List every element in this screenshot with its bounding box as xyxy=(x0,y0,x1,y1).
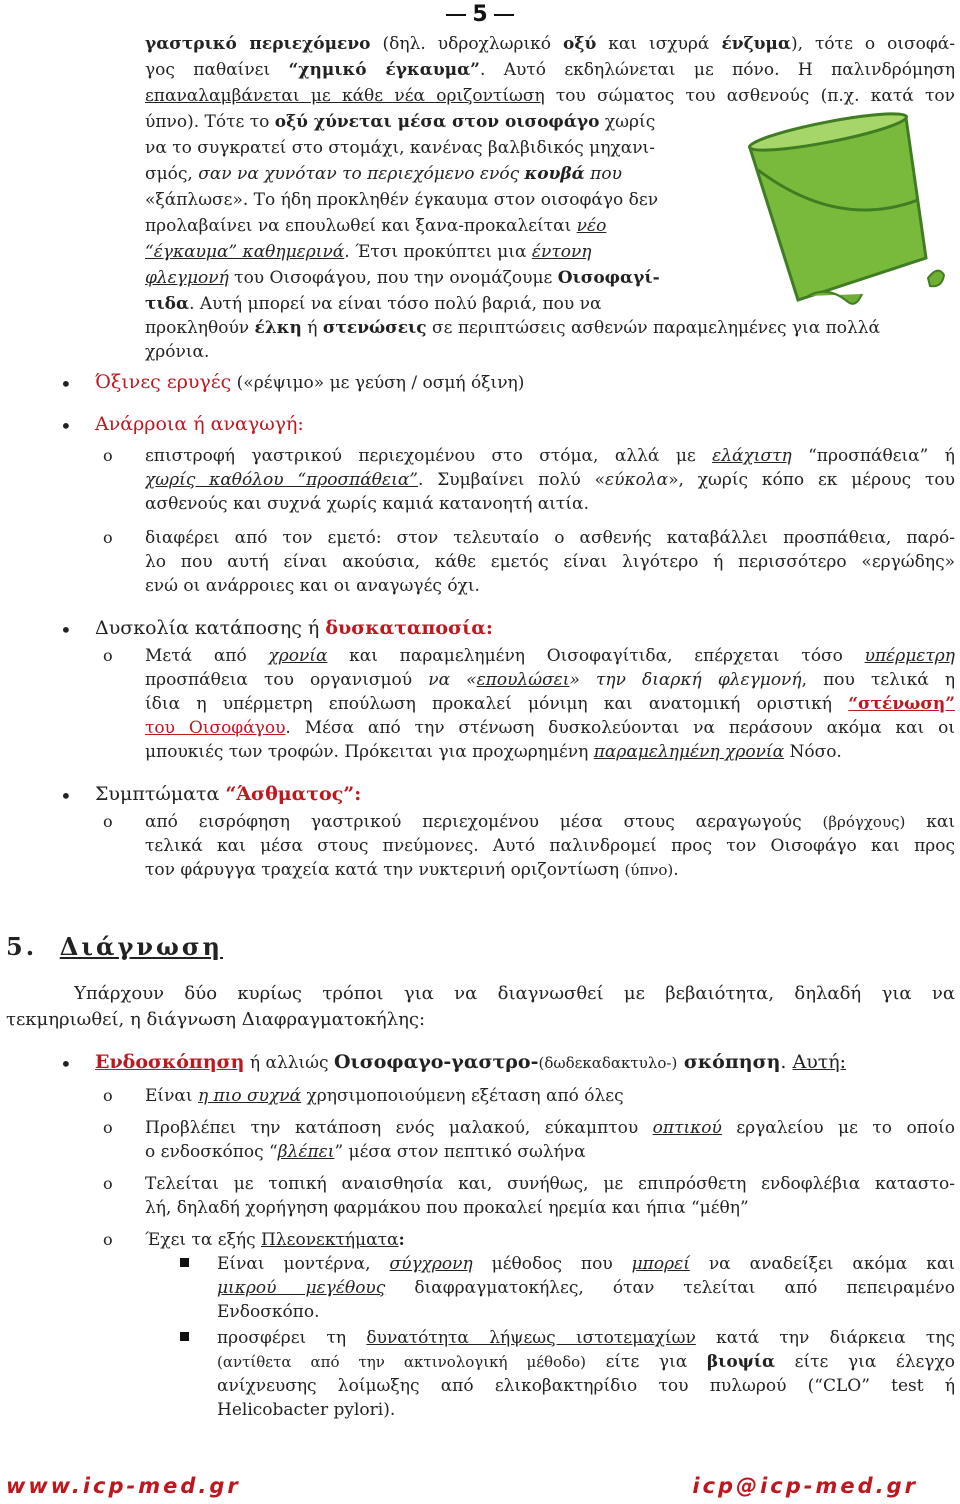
bullet3-line3 xyxy=(145,692,955,716)
bullet2-s2-line2: λο που αυτή είναι ακούσια, κάθε εμετός είναι λιγότερο ή περισσότερο «εργώδης» xyxy=(145,552,955,572)
para1-line9 xyxy=(145,240,592,264)
text: . Έτσι προκύπτει μια xyxy=(344,242,532,262)
text: ίδια η υπέρμετρη επούλωση προκαλεί μόνιμη και ανατομική οριστική xyxy=(145,694,849,714)
text: , που τελικά η xyxy=(801,670,955,690)
text-italic-underlined: φλεγμονή xyxy=(145,268,229,288)
para1-line7: «ξάπλωσε». Το ήδη προκληθέν έγκαυμα στον οισοφάγο δεν xyxy=(145,190,659,210)
text-italic: σαν να χυνόταν το περιεχόμενο ενός xyxy=(198,164,525,184)
text-underlined: επαναλαμβάνεται με κάθε νέα οριζοντίωση xyxy=(145,86,545,106)
text-italic: » την διαρκή φλεγμονή xyxy=(569,670,802,690)
para1-line2 xyxy=(145,58,955,82)
text: από εισρόφηση γαστρικού περιεχομένου μέσα στους αεραγωγούς xyxy=(145,812,823,832)
text-italic-underlined: χρονία xyxy=(268,646,328,666)
text-italic-underlined: μπορεί xyxy=(631,1254,690,1274)
adv2-line3: ανίχνευσης λοίμωξης από ελικοβακτηρίδιο του πυλωρού (“CLO” test ή xyxy=(217,1376,955,1396)
text-bold: Οισοφαγο-γαστρο- xyxy=(333,1051,539,1073)
bullet3-line5 xyxy=(145,740,842,764)
bullet-dot: • xyxy=(60,414,72,438)
red-heading: δυσκαταποσία: xyxy=(325,617,493,639)
text: μπουκιές των τροφών. Πρόκειται για προχωρημένη xyxy=(145,742,594,762)
endo-o2-line1 xyxy=(145,1116,955,1140)
text-bold: στενώσεις xyxy=(322,318,427,338)
text-italic-underlined: ελάχιστη xyxy=(712,446,792,466)
text-underlined: Αυτή: xyxy=(792,1051,847,1073)
text: και ισχυρά xyxy=(596,34,722,54)
text: Νόσο. xyxy=(784,742,842,762)
text: είτε για xyxy=(585,1352,707,1372)
endo-o4 xyxy=(145,1228,405,1252)
text-italic: να « xyxy=(428,670,477,690)
text-bold: : xyxy=(398,1230,405,1250)
bullet2-s2-line1: διαφέρει από τον εμετό: στον τελευταίο ο ασθενής καταβάλλει προσπάθεια, παρό- xyxy=(145,528,955,548)
text: είτε για έλεγχο xyxy=(775,1352,955,1372)
text-italic-underlined: οπτικού xyxy=(652,1118,722,1138)
text: διαφραγματοκήλες, όταν τελείται από πεπειραμένο xyxy=(385,1278,955,1298)
text-bold: “χημικό έγκαυμα” xyxy=(288,60,480,80)
text: Είναι xyxy=(145,1086,198,1106)
text: ), τότε ο οισοφά- xyxy=(790,34,955,54)
endoscopy-title xyxy=(95,1048,846,1077)
text: . xyxy=(673,860,679,880)
text: Συμπτώματα xyxy=(95,783,226,805)
circle-bullet: o xyxy=(103,1086,113,1105)
tipping-bucket-icon xyxy=(738,110,950,310)
text: σε περιπτώσεις ασθενών παραμελημένες για πολλά xyxy=(426,318,881,338)
text-bold: ένζυμα xyxy=(721,34,791,54)
text: “προσπάθεια” ή xyxy=(791,446,955,466)
text-italic-underlined: έντονη xyxy=(531,242,592,262)
bullet4-line3 xyxy=(145,858,679,882)
square-bullet xyxy=(180,1258,189,1267)
bullet4-line1 xyxy=(145,810,955,834)
circle-bullet: o xyxy=(103,1174,113,1193)
liquid-drop xyxy=(928,271,944,287)
para1-line6 xyxy=(145,162,622,186)
footer-email[interactable]: icp@icp-med.gr xyxy=(692,1474,918,1498)
text: εργαλείου με το οποίο xyxy=(721,1118,955,1138)
adv1-line2 xyxy=(217,1276,955,1300)
text-bold: οξύ xyxy=(563,34,597,54)
text-italic: εύκολα xyxy=(604,470,669,490)
text: προσφέρει τη xyxy=(217,1328,367,1348)
text: («ρέψιμο» με γεύση / οσμή όξινη) xyxy=(231,373,525,393)
text-italic-underlined: “έγκαυμα” καθημερινά xyxy=(145,242,345,262)
text: και xyxy=(905,812,955,832)
bullet2-s2-line3: ενώ οι ανάρροιες και οι αναγωγές όχι. xyxy=(145,576,480,596)
bullet-dot: • xyxy=(60,618,72,642)
text: . Συμβαίνει πολύ « xyxy=(417,470,605,490)
page-number: 5 xyxy=(440,2,520,27)
circle-bullet: o xyxy=(103,446,113,465)
text-bold: έλκη xyxy=(254,318,302,338)
text-italic: που xyxy=(584,164,622,184)
bullet4-line2: τελικά και μέσα στους πνεύμονες. Αυτό παλινδρομεί προς τον Οισοφάγο και προς xyxy=(145,836,955,856)
adv1-line1 xyxy=(217,1252,955,1276)
text: προκληθούν xyxy=(145,318,255,338)
para1-line4 xyxy=(145,110,655,134)
para1-line5: να το συγκρατεί στο στομάχι, κανένας βαλβιδικός μηχανι- xyxy=(145,138,655,158)
text: . Αυτό εκδηλώνεται με πόνο. Η παλινδρόμηση xyxy=(479,60,955,80)
adv1-line3: Ενδοσκόπο. xyxy=(217,1302,320,1322)
text: ή xyxy=(301,318,323,338)
text-italic-underlined: υπέρμετρη xyxy=(864,646,955,666)
text: του Οισοφάγου, που την ονομάζουμε xyxy=(228,268,558,288)
text: . Μέσα από την στένωση δυσκολεύονται να περάσουν ακόμα και οι xyxy=(285,718,955,738)
bullet-dot: • xyxy=(60,784,72,808)
text-italic-underlined: βλέπει xyxy=(277,1142,335,1162)
text: Είναι μοντέρνα, xyxy=(217,1254,390,1274)
text: χρησιμοποιούμενη εξέταση από όλες xyxy=(301,1086,624,1106)
circle-bullet: o xyxy=(103,528,113,547)
text-italic-underlined: νέο xyxy=(576,216,607,236)
text: του σώματος του ασθενούς (π.χ. κατά τον xyxy=(544,86,955,106)
text-bold: Οισοφαγί- xyxy=(557,268,660,288)
text: προλαβαίνει να επουλωθεί και ξανα-προκαλείται xyxy=(145,216,577,236)
bullet-dot: • xyxy=(60,1052,72,1076)
text-bold: σκόπηση xyxy=(677,1051,781,1073)
text: χωρίς xyxy=(599,112,656,132)
text: Μετά από xyxy=(145,646,269,666)
text-italic-underlined: χωρίς καθόλου “προσπάθεια” xyxy=(145,470,418,490)
text-small: (δωδεκαδακτυλο-) xyxy=(538,1054,678,1072)
text: Έχει τα εξής xyxy=(145,1230,262,1250)
text: γος παθαίνει xyxy=(145,60,289,80)
circle-bullet: o xyxy=(103,1230,113,1249)
square-bullet xyxy=(180,1332,189,1341)
bullet2-s1-line1 xyxy=(145,444,955,468)
para1-line10 xyxy=(145,266,660,290)
liquid-stream xyxy=(808,292,862,304)
text: ή αλλιώς xyxy=(244,1053,334,1073)
adv2-line2 xyxy=(217,1350,955,1374)
red-heading: “Άσθματος”: xyxy=(225,783,362,805)
bullet3-line1 xyxy=(145,644,955,668)
para1-line13: χρόνια. xyxy=(145,342,210,362)
text-small: (αντίθετα από την ακτινολογική μέθοδο) xyxy=(217,1353,586,1371)
text: Τότε το xyxy=(204,112,275,132)
text: ο ενδοσκόπος “ xyxy=(145,1142,278,1162)
bullet1-line xyxy=(95,368,524,397)
text-italic-underlined: παραμελημένη χρονία xyxy=(593,742,785,762)
text: προσπάθεια του οργανισμού xyxy=(145,670,429,690)
bullet3-line4 xyxy=(145,716,955,740)
text-italic-underlined: μικρού μεγέθους xyxy=(217,1278,386,1298)
adv2-line1 xyxy=(217,1326,955,1350)
text: ύπνο). xyxy=(145,112,205,132)
text: επιστροφή γαστρικού περιεχομένου στο στόμα, αλλά με xyxy=(145,446,713,466)
bullet3-line2 xyxy=(145,668,955,692)
text-bold-italic: κουβά xyxy=(524,164,585,184)
endo-o2-line2 xyxy=(145,1140,586,1164)
bullet-dot: • xyxy=(60,372,72,396)
footer-website[interactable]: www.icp-med.gr xyxy=(6,1474,241,1498)
bullet2-s1-line3: ασθενούς και συχνά χωρίς καμιά κατανοητή αιτία. xyxy=(145,494,589,514)
red-heading: Όξινες ερυγές xyxy=(95,371,232,393)
endo-o3-line2: λή, δηλαδή χορήγηση φαρμάκου που προκαλεί ηρεμία και ήπια “μέθη” xyxy=(145,1198,749,1218)
text: . Αυτή μπορεί να είναι τόσο πολύ βαριά, που να xyxy=(189,294,602,314)
bullet2-s1-line2 xyxy=(145,468,955,492)
text: μέθοδος που xyxy=(472,1254,632,1274)
endo-o1 xyxy=(145,1084,624,1108)
text-bold: οξύ χύνεται μέσα στον οισοφάγο xyxy=(274,112,600,132)
text-underlined: δυνατότητα λήψεως ιστοτεμαχίων xyxy=(366,1328,696,1348)
section-heading xyxy=(6,932,223,962)
para1-line3 xyxy=(145,84,955,108)
text: τον φάρυγγα τραχεία κατά την νυκτερινή οριζοντίωση xyxy=(145,860,625,880)
para1-line1 xyxy=(145,32,955,56)
circle-bullet: o xyxy=(103,1118,113,1137)
text-red-underlined: του Οισοφάγου xyxy=(145,718,286,738)
bullet4-title xyxy=(95,780,361,808)
text-bold: τιδα xyxy=(145,294,190,314)
text-bold: γαστρικό περιεχόμενο xyxy=(145,34,371,54)
text-small: (βρόγχους) xyxy=(822,813,906,831)
para1-line11 xyxy=(145,292,601,316)
bullet3-title xyxy=(95,614,493,642)
text: κατά την διάρκεια της xyxy=(695,1328,955,1348)
section5-intro-line1: Υπάρχουν δύο κυρίως τρόποι για να διαγνωσθεί με βεβαιότητα, δηλαδή για να xyxy=(74,983,955,1004)
text-bold-red: “στένωση” xyxy=(848,694,955,714)
red-heading: Ενδοσκόπηση xyxy=(95,1051,245,1073)
para1-line12 xyxy=(145,316,880,340)
text-italic-underlined: επουλώσει xyxy=(476,670,570,690)
text: και παραμελημένη Οισοφαγίτιδα, επέρχεται τόσο xyxy=(327,646,865,666)
section-title: Διάγνωση xyxy=(59,932,223,961)
text: ” μέσα στον πεπτικό σωλήνα xyxy=(334,1142,586,1162)
bullet2-title: Ανάρροια ή αναγωγή: xyxy=(95,413,304,435)
text: Δυσκολία κατάποσης ή xyxy=(95,617,326,639)
section-number: 5. xyxy=(6,932,38,961)
text-small: (ύπνο) xyxy=(624,861,674,879)
text-bold: βιοψία xyxy=(706,1352,776,1372)
circle-bullet: o xyxy=(103,646,113,665)
text: (δηλ. υδροχλωρικό xyxy=(370,34,564,54)
text-underlined: Πλεονεκτήματα xyxy=(261,1230,399,1250)
adv2-line4: Helicobacter pylori). xyxy=(217,1400,396,1420)
circle-bullet: o xyxy=(103,812,113,831)
text: », χωρίς κόπο εκ μέρους του xyxy=(668,470,955,490)
text: σμός, xyxy=(145,164,199,184)
text-italic-underlined: η πιο συχνά xyxy=(197,1086,302,1106)
para1-line8 xyxy=(145,214,606,238)
text: . xyxy=(780,1051,793,1073)
text: να αναδείξει ακόμα και xyxy=(689,1254,955,1274)
endo-o3-line1: Τελείται με τοπική αναισθησία και, συνήθως, με επιπρόσθετη ενδοφλέβια καταστο- xyxy=(145,1174,955,1194)
text: Προβλέπει την κατάποση ενός μαλακού, εύκαμπτου xyxy=(145,1118,653,1138)
text-italic-underlined: σύγχρονη xyxy=(389,1254,473,1274)
section5-intro-line2: τεκμηριωθεί, η διάγνωση Διαφραγματοκήλης: xyxy=(6,1009,426,1030)
